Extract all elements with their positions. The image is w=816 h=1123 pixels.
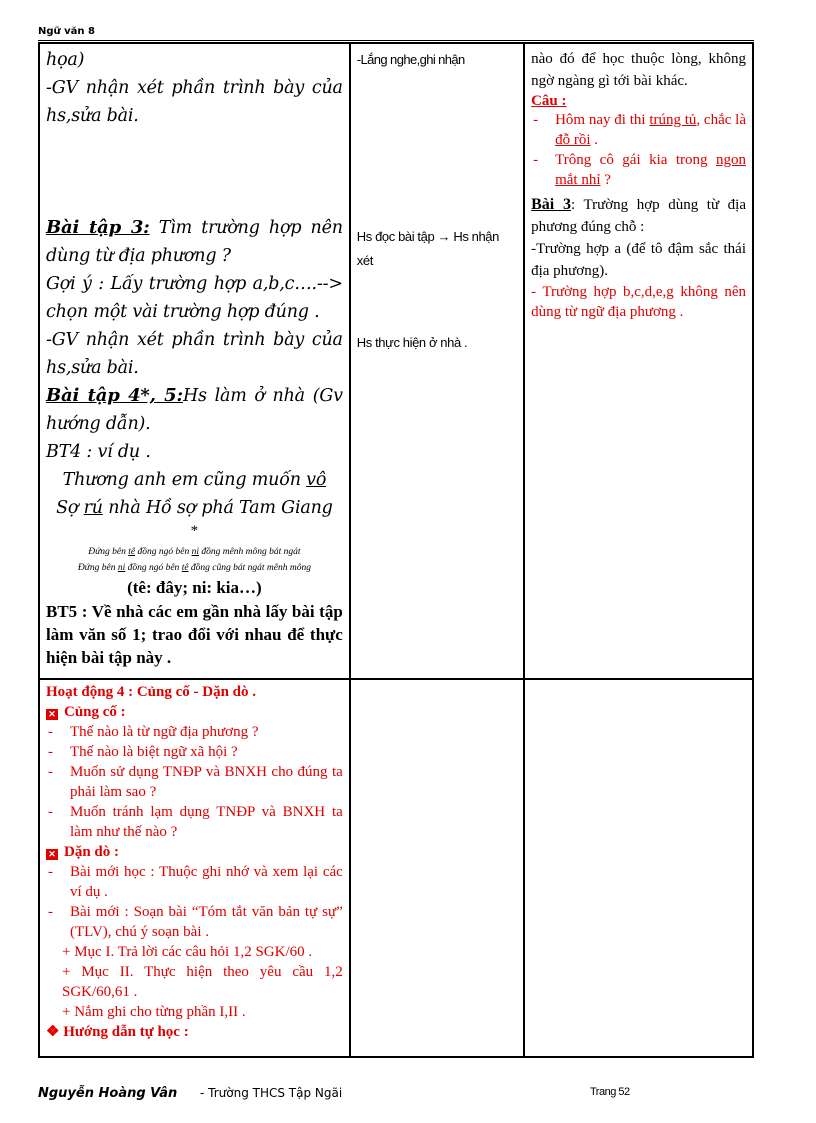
sub-item: + Mục I. Trả lời các câu hỏi 1,2 SGK/60 . [62, 944, 313, 960]
self-study-heading: ❖ Hướng dẫn tự học : [46, 1024, 189, 1040]
text-line: -GV nhận xét phần trình bày của hs,sửa bài. [46, 330, 343, 378]
arrow-icon: → [437, 229, 451, 244]
exercise-3: Bài tập 3: Tìm trường hợp nên dùng từ địa phương ? [46, 217, 343, 266]
checkbox-icon: ✕ [46, 849, 58, 860]
list-item: - Muốn tránh lạm dụng TNĐP và BNXH ta làm như thế nào ? [46, 802, 343, 842]
text-line: họa) [46, 50, 85, 70]
exercise-4-5-label: Bài tập 4*, 5: [46, 385, 183, 406]
folk-verse-line: Đứng bên tê đồng ngó bên ni đồng mênh mông bát ngát [88, 547, 301, 557]
lesson-table [38, 42, 754, 1058]
hint-text: Gợi ý : Lấy trường hợp a,b,c….--> chọn một vài trường hợp đúng . [46, 274, 343, 322]
student-note: Hs đọc bài tập → Hs nhận xét [356, 229, 499, 268]
content-cell [524, 43, 753, 679]
footer-school: - Trường THCS Tập Ngãi [200, 1086, 343, 1100]
content-text: - Trường hợp b,c,d,e,g không nên dùng từ ngữ địa phương . [531, 284, 746, 320]
list-item: - Hôm nay đi thi trúng tủ, chắc là đỗ rồi . [531, 110, 746, 150]
list-item: - Bài mới : Soạn bài “Tóm tắt văn bản tự sự” (TLV), chú ý soạn bài . [46, 902, 343, 942]
list-item: - Bài mới học : Thuộc ghi nhớ và xem lại các ví dụ . [46, 862, 343, 902]
dan-do-heading: ✕ Dặn dò : [46, 842, 343, 862]
cung-co-heading: ✕ Củng cố : [46, 702, 343, 722]
header-rule [38, 40, 754, 41]
student-note: -Lắng nghe,ghi nhận [356, 52, 465, 67]
empty-cell [524, 679, 753, 1057]
sub-item: + Mục II. Thực hiện theo yêu cầu 1,2 SGK/60,61 . [62, 964, 343, 1000]
star-separator: * [190, 523, 199, 539]
page-header-title: Ngữ văn 8 [38, 26, 95, 37]
table-row [39, 43, 753, 679]
exercise-4-5: Bài tập 4*, 5:Hs làm ở nhà (Gv hướng dẫn). [46, 385, 343, 434]
bt4-text: BT4 : ví dụ . [46, 442, 151, 462]
content-text: nào đó để học thuộc lòng, không ngờ ngàng gì tới bài khác. [531, 51, 746, 89]
list-item: - Trông cô gái kia trong ngon mắt nhỉ ? [531, 150, 746, 190]
student-activity-cell [350, 43, 524, 679]
poem-line: Thương anh em cũng muốn vô [62, 470, 327, 490]
student-note: Hs thực hiện ở nhà . [356, 335, 468, 350]
bt5-text: BT5 : Về nhà các em gần nhà lấy bài tập làm văn số 1; trao đổi với nhau để thực hiện bài tập này . [46, 602, 343, 667]
activity-4-cell [39, 679, 350, 1057]
list-item: - Muốn sử dụng TNĐP và BNXH cho đúng ta phải làm sao ? [46, 762, 343, 802]
text-line: -GV nhận xét phần trình bày của hs,sửa bài. [46, 78, 343, 126]
teacher-activity-cell [39, 43, 350, 679]
gloss-text: (tê: đây; ni: kia…) [127, 578, 262, 597]
checkbox-icon: ✕ [46, 709, 58, 720]
folk-verse-line: Đứng bên ni đồng ngó bên tê đồng cũng bát ngát mênh mông [77, 563, 311, 573]
sub-item: + Nắm ghi cho từng phần I,II . [62, 1004, 246, 1020]
cau-label: Câu : [531, 93, 567, 109]
diamond-icon: ❖ [46, 1024, 60, 1040]
poem-line: Sợ rú nhà Hồ sợ phá Tam Giang [56, 498, 333, 518]
activity-4-title: Hoạt động 4 : Củng cố - Dặn dò . [46, 684, 257, 700]
empty-cell [350, 679, 524, 1057]
list-item: - Thế nào là từ ngữ địa phương ? [46, 722, 343, 742]
table-row [39, 679, 753, 1057]
list-item: - Thế nào là biệt ngữ xã hội ? [46, 742, 343, 762]
footer-author: Nguyễn Hoàng Vân [38, 1086, 178, 1101]
page-number: Trang 52 [590, 1086, 630, 1098]
content-text: -Trường hợp a (để tô đậm sắc thái địa phương). [531, 241, 746, 279]
exercise-3-label: Bài tập 3: [46, 217, 150, 238]
exercise-3-answer: Bài 3: Trường hợp dùng từ địa phương đúng chỗ : [531, 196, 746, 235]
